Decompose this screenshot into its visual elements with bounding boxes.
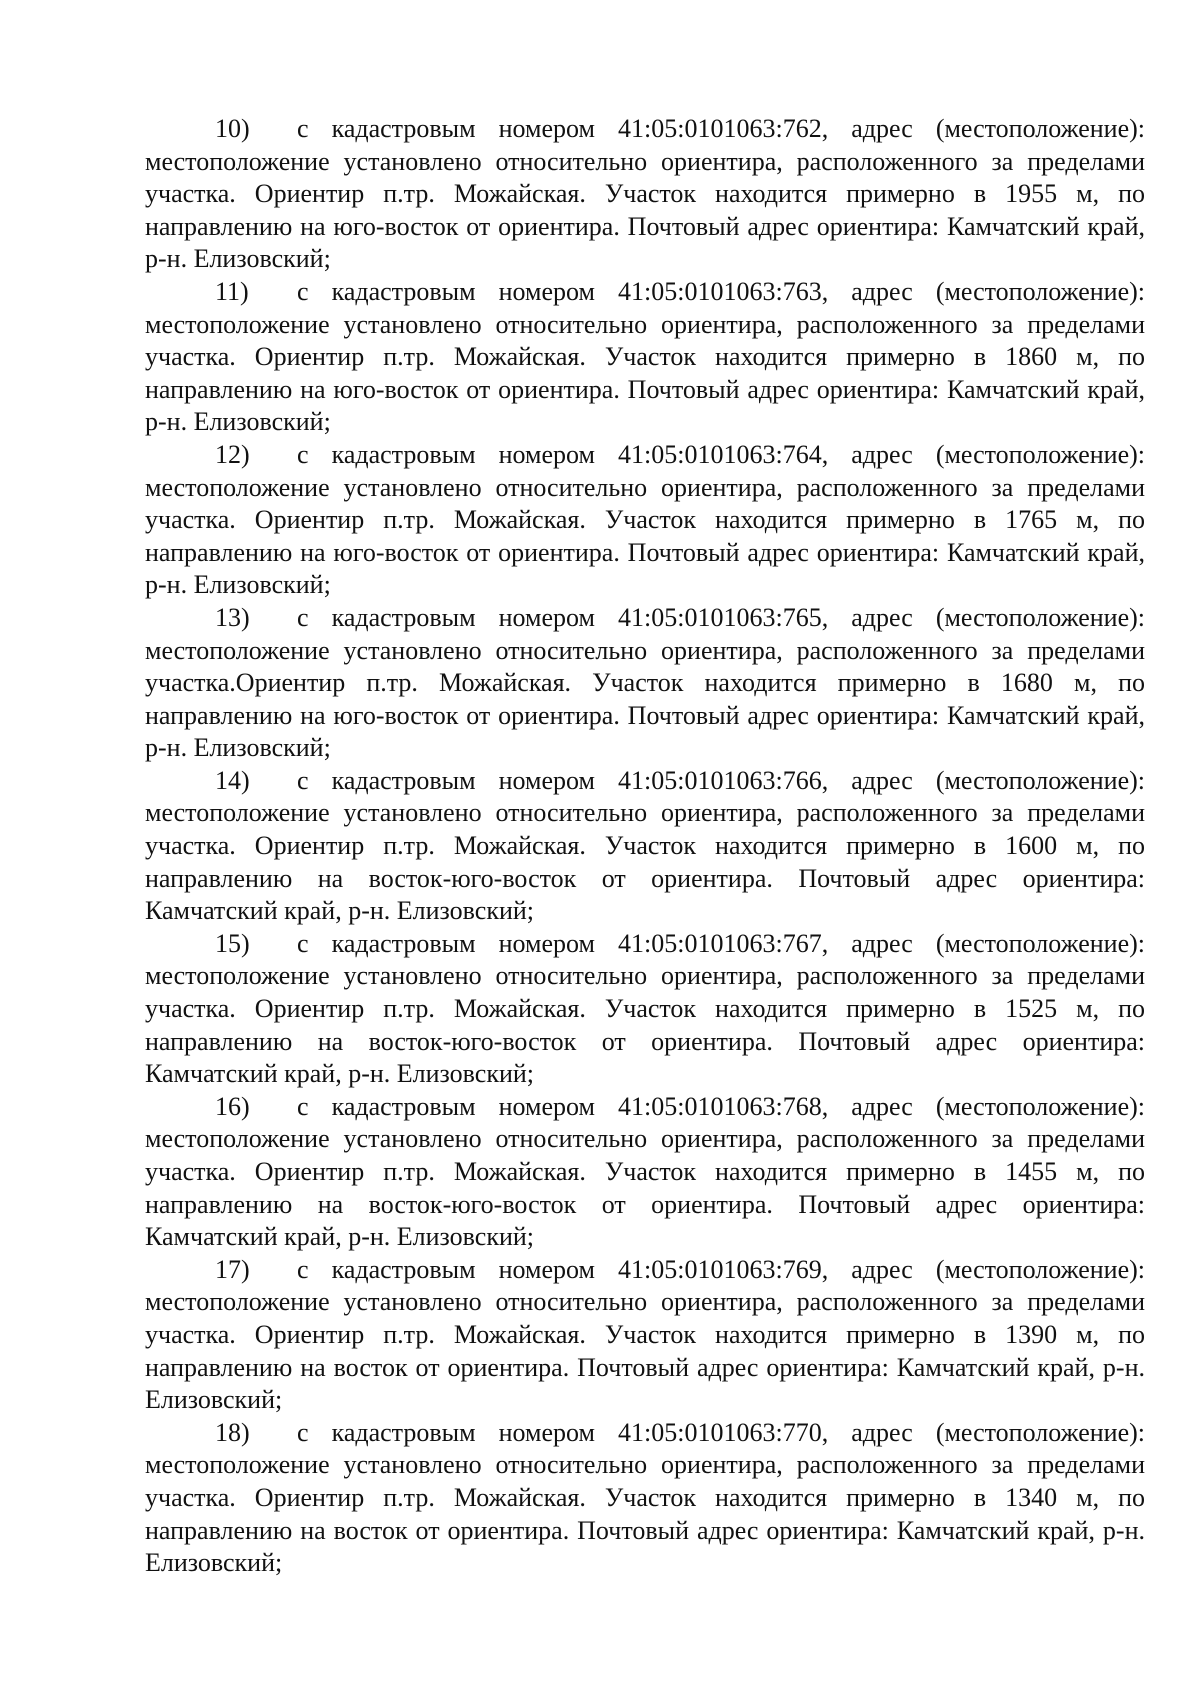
item-number: 15) [215, 928, 250, 958]
item-text: с кадастровым номером 41:05:0101063:770, адрес (местоположение): местоположение установлено относительно ориентира, расположенного за пределами участка. Ориентир п.тр. Можайская. Участок находится примерно в 1340 м, по направлению на восток от ориентира. Почтовый адрес ориентира: Камчатский край, р-н. Елизовский; [145, 1417, 1145, 1578]
item-text: с кадастровым номером 41:05:0101063:762, адрес (местоположение): местоположение установлено относительно ориентира, расположенного за пределами участка. Ориентир п.тр. Можайская. Участок находится примерно в 1955 м, по направлению на юго-восток от ориентира. Почтовый адрес ориентира: Камчатский край, р-н. Елизовский; [145, 114, 1145, 274]
list-item [145, 1254, 1145, 1417]
item-number: 17) [215, 1254, 250, 1284]
list-item [145, 276, 1145, 439]
item-number: 14) [215, 765, 250, 795]
list-item [145, 602, 1145, 765]
item-text: с кадастровым номером 41:05:0101063:767, адрес (местоположение): местоположение установлено относительно ориентира, расположенного за пределами участка. Ориентир п.тр. Можайская. Участок находится примерно в 1525 м, по направлению на восток-юго-восток от ориентира. Почтовый адрес ориентира: Камчатский край, р-н. Елизовский; [145, 928, 1145, 1089]
list-item [145, 1091, 1145, 1254]
document-page [145, 113, 1145, 1580]
item-number: 10) [215, 114, 250, 143]
item-number: 18) [215, 1417, 250, 1447]
item-text: с кадастровым номером 41:05:0101063:768, адрес (местоположение): местоположение установлено относительно ориентира, расположенного за пределами участка. Ориентир п.тр. Можайская. Участок находится примерно в 1455 м, по направлению на восток-юго-восток от ориентира. Почтовый адрес ориентира: Камчатский край, р-н. Елизовский; [145, 1091, 1145, 1252]
list-item [145, 765, 1145, 928]
list-item [145, 439, 1145, 602]
item-text: с кадастровым номером 41:05:0101063:763, адрес (местоположение): местоположение установлено относительно ориентира, расположенного за пределами участка. Ориентир п.тр. Можайская. Участок находится примерно в 1860 м, по направлению на юго-восток от ориентира. Почтовый адрес ориентира: Камчатский край, р-н. Елизовский; [145, 276, 1145, 437]
item-text: с кадастровым номером 41:05:0101063:765, адрес (местоположение): местоположение установлено относительно ориентира, расположенного за пределами участка.Ориентир п.тр. Можайская. Участок находится примерно в 1680 м, по направлению на юго-восток от ориентира. Почтовый адрес ориентира: Камчатский край, р-н. Елизовский; [145, 602, 1145, 763]
list-item [145, 1417, 1145, 1580]
item-text: с кадастровым номером 41:05:0101063:769, адрес (местоположение): местоположение установлено относительно ориентира, расположенного за пределами участка. Ориентир п.тр. Можайская. Участок находится примерно в 1390 м, по направлению на восток от ориентира. Почтовый адрес ориентира: Камчатский край, р-н. Елизовский; [145, 1254, 1145, 1415]
item-number: 16) [215, 1091, 250, 1121]
item-number: 11) [215, 276, 249, 306]
item-text: с кадастровым номером 41:05:0101063:764, адрес (местоположение): местоположение установлено относительно ориентира, расположенного за пределами участка. Ориентир п.тр. Можайская. Участок находится примерно в 1765 м, по направлению на юго-восток от ориентира. Почтовый адрес ориентира: Камчатский край, р-н. Елизовский; [145, 439, 1145, 600]
list-item [145, 113, 1145, 276]
item-number: 13) [215, 602, 250, 632]
item-text: с кадастровым номером 41:05:0101063:766, адрес (местоположение): местоположение установлено относительно ориентира, расположенного за пределами участка. Ориентир п.тр. Можайская. Участок находится примерно в 1600 м, по направлению на восток-юго-восток от ориентира. Почтовый адрес ориентира: Камчатский край, р-н. Елизовский; [145, 765, 1145, 926]
item-number: 12) [215, 439, 250, 469]
list-item [145, 928, 1145, 1091]
